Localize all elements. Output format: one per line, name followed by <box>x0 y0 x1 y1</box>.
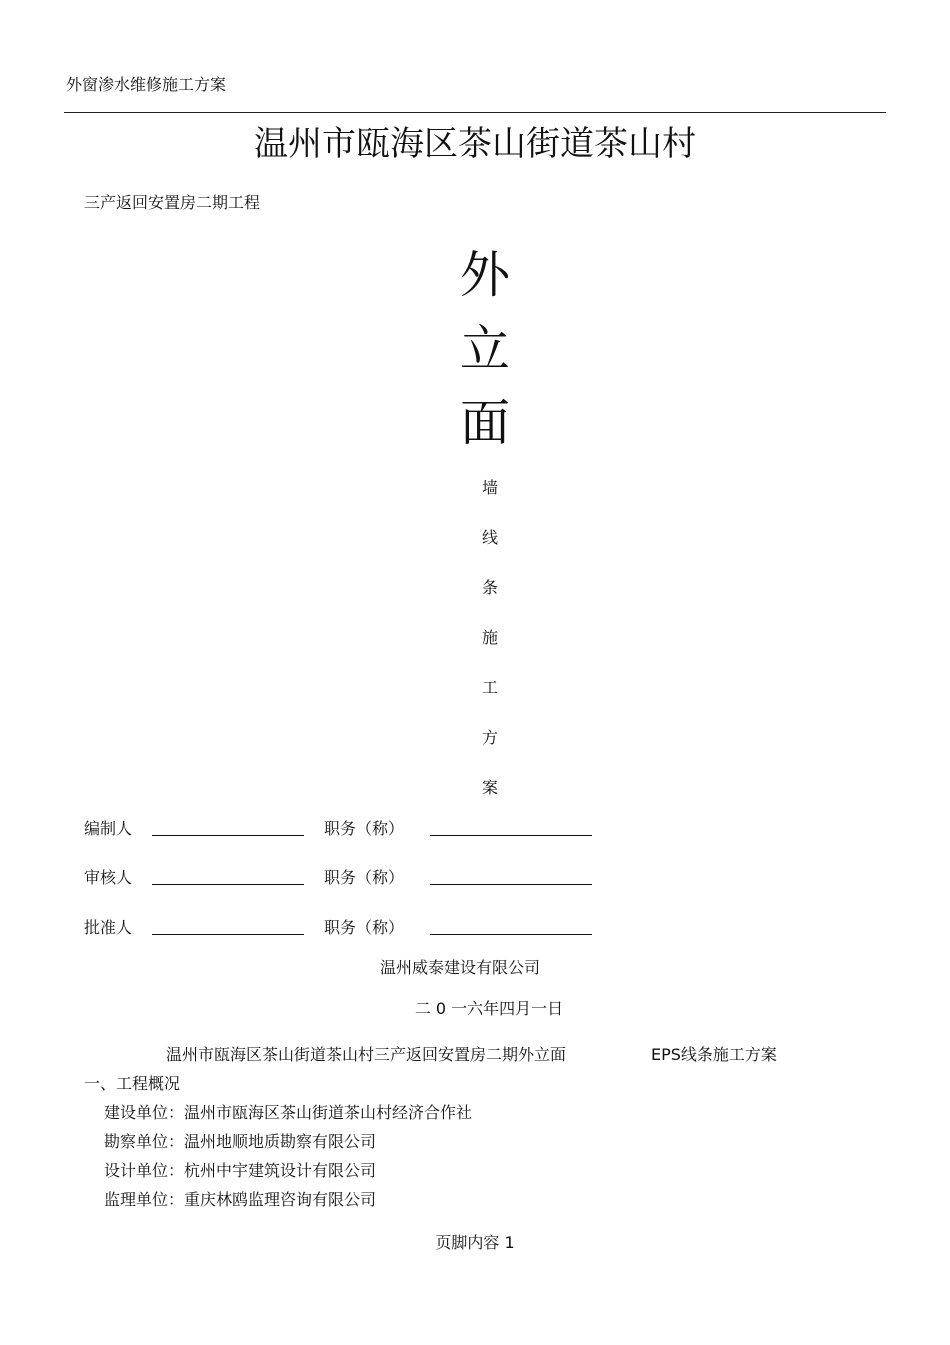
document-title-part1: 温州市瓯海区茶山街道茶山村三产返回安置房二期外立面 <box>166 1045 567 1064</box>
signature-name-blank <box>152 934 304 935</box>
signature-position-label: 职务（称） <box>324 918 405 937</box>
signature-name-blank <box>152 884 304 885</box>
signature-position-label: 职务（称） <box>324 819 405 838</box>
company-name: 温州威泰建设有限公司 <box>379 958 540 977</box>
signature-position-label: 职务（称） <box>324 868 405 887</box>
info-line-construction-unit: 建设单位：温州市瓯海区茶山街道茶山村经济合作社 <box>104 1103 473 1122</box>
document-date: 二 0 一六年四月一日 <box>414 999 564 1018</box>
cover-big-title <box>455 238 515 460</box>
vertical-title-char: 线 <box>481 528 498 547</box>
document-title-part2: EPS线条施工方案 <box>651 1045 777 1064</box>
signature-name-blank <box>152 835 304 836</box>
header-divider <box>64 112 886 113</box>
vertical-title-char: 墙 <box>481 478 498 497</box>
big-title-char: 外 <box>460 246 510 304</box>
vertical-title-char: 条 <box>481 578 498 597</box>
vertical-title-char: 方 <box>481 728 498 747</box>
signature-role-label: 批准人 <box>84 918 133 937</box>
big-title-char: 立 <box>460 320 510 378</box>
vertical-title-char: 工 <box>481 678 498 697</box>
signature-position-blank <box>430 835 592 836</box>
cover-subtitle: 三产返回安置房二期工程 <box>84 193 261 212</box>
section-heading: 一、工程概况 <box>84 1074 181 1093</box>
running-header: 外窗渗水维修施工方案 <box>66 75 227 94</box>
signature-role-label: 审核人 <box>84 868 133 887</box>
info-line-supervision-unit: 监理单位：重庆林鸥监理咨询有限公司 <box>104 1190 377 1209</box>
signature-position-blank <box>430 884 592 885</box>
cover-main-title: 温州市瓯海区茶山街道茶山村 <box>254 124 696 164</box>
signature-role-label: 编制人 <box>84 819 133 838</box>
big-title-char: 面 <box>460 394 510 452</box>
vertical-title-char: 施 <box>481 628 498 647</box>
page-footer: 页脚内容 1 <box>435 1233 515 1252</box>
info-line-design-unit: 设计单位：杭州中宇建筑设计有限公司 <box>104 1161 377 1180</box>
vertical-title-char: 案 <box>481 778 498 797</box>
cover-vertical-title <box>470 463 510 813</box>
info-line-survey-unit: 勘察单位：温州地顺地质勘察有限公司 <box>104 1132 377 1151</box>
signature-position-blank <box>430 934 592 935</box>
